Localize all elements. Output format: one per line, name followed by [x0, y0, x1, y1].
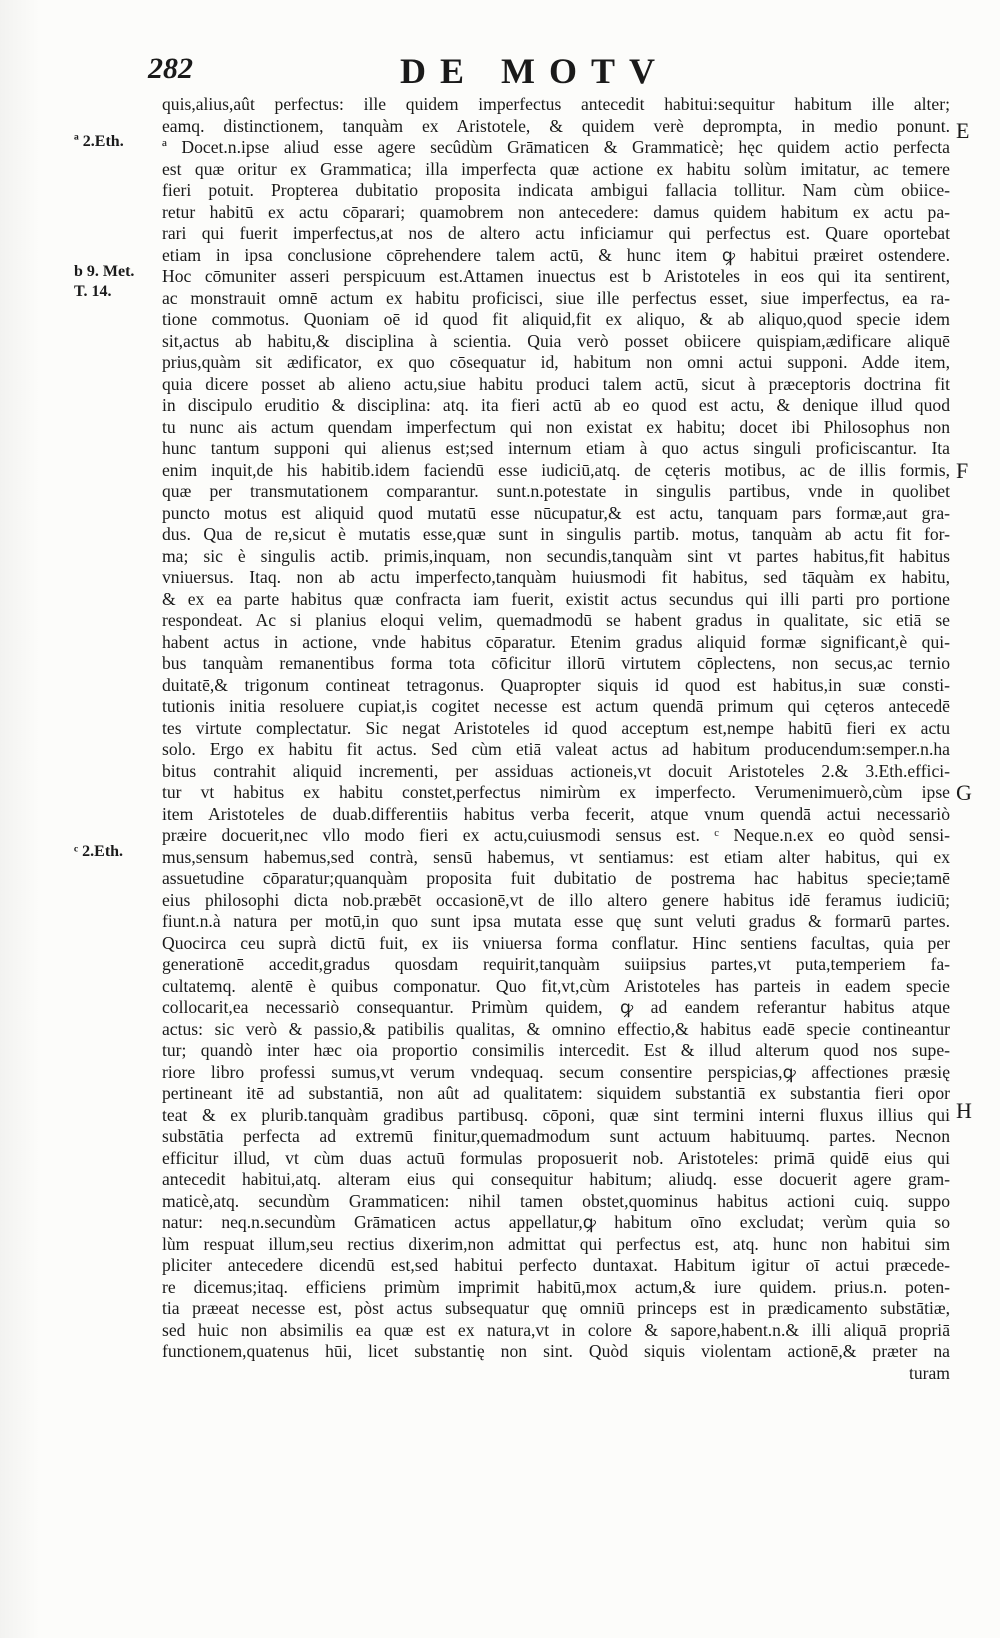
text-line: quæ per transmutationem comparantur. sunt.n.potestate in singulis partibus, vnde in quolibet: [162, 481, 950, 501]
margin-note-reference: ᶜ 2.Eth.: [74, 843, 124, 860]
text-line: vniuersus. Itaq. non ab actu imperfecto,tanquàm huiusmodi fit habitus, sed tāquàm ex habitu,: [162, 567, 950, 587]
text-line: re dicemus;itaq. efficiens primùm imprimit habitū,mox actum,& iure quidem. prius.n. poten-: [162, 1276, 950, 1297]
text-line: riore libro professi sumus,vt verum vndequaq. secum consentire perspicias,ꝙ affectiones præsię: [162, 1061, 950, 1082]
text-line: turam: [908, 1362, 950, 1383]
text-line: puncto motus est aliquid quod mutatū esse nūcupatur,& est actu, tanquam pars formæ,aut gra-: [162, 502, 950, 523]
text-line: præire docuerit,nec vllo modo fieri ex actu,cuiusmodi sensus est. ᶜ Neque.n.ex eo quòd sensi-: [162, 825, 950, 845]
text-line: generationē accedit,gradus quosdam requirit,tanquàm suiipsius partes,vt puta,temperiem fa-: [162, 954, 950, 974]
text-line: rari qui fuerit imperfectus,at nos de altero actu inficiamur qui perfectus est. Quare oportebat: [162, 223, 950, 243]
section-letter: G: [956, 780, 972, 805]
main-text-block: [162, 94, 950, 1384]
text-line: ac monstrauit omnē actum ex habitu proficisci, siue ille perfectus esset, siue imperfectus, ea ra-: [162, 287, 950, 308]
text-line: sit,actus ab habitu,& disciplina à scientia. Quia verò posset obiicere quispiam,ædificare aliquē: [162, 330, 950, 351]
text-line: etiam in ipsa conclusione cōprehendere talem actū, & hunc item ꝙ habitui præiret ostendere.: [162, 244, 950, 265]
text-line: respondeat. Ac si planius eloqui velim, quemadmodū se habent gradus in qualitate, sic etiā se: [162, 610, 950, 630]
text-line: natur: neq.n.secundùm Grāmaticen actus appellatur,ꝙ habitum oīno excludat; verùm quia so: [162, 1212, 950, 1232]
text-line: bitus contrahit aliquid incrementi, per assiduas actioneis,vt docuit Aristoteles 2.& 3.Eth.effici-: [162, 760, 950, 781]
text-line: tes virtute complectatur. Sic negat Aristoteles id quod acceptum est,nempe habitū fieri ex actu: [162, 717, 950, 738]
text-line: & ex ea parte habitus quæ confracta iam fuerit, existit actus secundus qui illi parti pro portione: [162, 588, 950, 609]
page-header: [0, 50, 1000, 90]
text-line: quis,alius,aût perfectus: ille quidem imperfectus antecedit habitui:sequitur habitum ille alter;: [162, 94, 950, 114]
text-line: functionem,quatenus hūi, licet substantię non sint. Quòd siquis violentam actionē,& præter na: [162, 1341, 950, 1361]
text-line: retur habitū ex actu cōparari; quamobrem non antecedere: damus quidem habitum ex actu pa-: [162, 201, 950, 222]
text-line: bus tanquàm remanentibus forma tota cōficitur illorū virtutem cōplectens, non secus,ac ternio: [162, 653, 950, 673]
page-number: 282: [148, 52, 193, 85]
text-line: tu nunc ais actum quendam imperfectum qui non existat ex habitu; docet ibi Philosophus non: [162, 416, 950, 437]
text-line: sed huic non absimilis ea quæ est ex natura,vt in colore & sapore,habent.n.& illi aliquā propriā: [162, 1319, 950, 1340]
section-letter: F: [956, 458, 969, 483]
text-line: quia dicere posset ab alieno actu,siue habitu produci talem actū, sicut à præceptoris doctrina fit: [162, 373, 950, 394]
section-letter: E: [956, 118, 970, 143]
text-line: dus. Qua de re,sicut è mutatis esse,quæ sunt in singulis partib. motus, tanquàm ab actu fit for-: [162, 524, 950, 544]
text-line: tione commotus. Quoniam oē id quod fit aliquid,fit ex aliquo, & ab aliquo,quod specie idem: [162, 309, 950, 329]
text-line: fiunt.n.à natura per motū,in quo sunt ipsa mutata esse quę sunt veluti gradus & formarū partes.: [162, 911, 950, 931]
text-line: habent actus in actione, vnde habitus cōparatur. Etenim gradus aliquid formæ significant,è qui-: [162, 631, 950, 652]
text-line: efficitur illud, vt cùm duas actuū formulas proposuerit nob. Aristoteles: primā quidē eius qui: [162, 1147, 950, 1168]
text-line: ª Docet.n.ipse aliud esse agere secûdùm Grāmaticen & Grammaticè; hęc quidem actio perfecta: [162, 137, 950, 157]
text-line: substātia perfecta ad extremū finitur,quemadmodum sunt actuum habituumq. partes. Necnon: [162, 1126, 950, 1146]
text-line: lùm respuat illum,seu rectius dixerim,non admittat qui perfectus est, atq. hunc non habitui sim: [162, 1233, 950, 1254]
text-line: assuetudine cōparatur;quanquàm proposita fuit dubitatio de postrema hac habitus specie;tamē: [162, 868, 950, 888]
text-line: mus,sensum habemus,sed contrà, sensū habemus, vt sentiamus: est etiam alter habitus, qui ex: [162, 846, 950, 867]
text-line: collocarit,ea necessariò consequantur. Primùm quidem, ꝙ ad eandem referantur habitus atque: [162, 997, 950, 1017]
text-line: enim inquit,de his habitib.idem faciendū esse iudiciū,atq. de cęteris motibus, ac de illis formis,: [162, 459, 950, 480]
margin-note-reference: T. 14.: [74, 283, 112, 300]
text-line: Hoc cōmuniter asseri perspicuum est.Attamen inuectus est b Aristoteles in eos qui ita sentirent,: [162, 266, 950, 286]
text-line: tur; quandò inter hæc oia proportio consimilis intercedit. Est & illud alterum quod nos supe-: [162, 1040, 950, 1060]
text-line: est quæ oritur ex Grammatica; illa imperfecta quæ actione ex habitu solùm imitatur, ac temere: [162, 158, 950, 179]
text-line: eius philosophi dicta nob.præbēt occasionē,vt de illo altero genere habitus idē feramus iudiciū;: [162, 889, 950, 910]
text-line: ma; sic è singulis actib. primis,inquam, non secundis,tanquàm sint vt partes habitus,fit habitus: [162, 545, 950, 566]
text-line: pertineant itē ad substantiā, non aût ad qualitatem: siquidem substantiā ex substantia fieri opor: [162, 1083, 950, 1103]
text-line: tur vt habitus ex habitu constet,perfectus nimirùm ex imperfecto. Verumenimuerò,cùm ipse: [162, 782, 950, 802]
text-line: tia præeat necesse est, pòst actus subsequatur quę omniū princeps est in prædicamento substātiæ,: [162, 1298, 950, 1318]
text-line: tutionis initia resoluere cupiat,is cogitet necesse est actum quendā primum qui cęteros antecedē: [162, 696, 950, 716]
text-line: cultatemq. alentē è quibus componatur. Quo fit,vt,cùm Aristoteles has parteis in eadem specie: [162, 975, 950, 996]
text-line: in discipulo eruditio & disciplina: atq. ita fieri actū ab eo quod est actu, & denique illud quod: [162, 395, 950, 415]
text-line: pliciter antecedere dicendū est,sed habitui perfecto duntaxat. Habitum igitur oī actui præcede-: [162, 1255, 950, 1275]
margin-note-reference: ª 2.Eth.: [74, 133, 124, 150]
text-line: fieri potuit. Propterea dubitatio proposita indicata ambigui fallacia tollitur. Nam cùm obiice-: [162, 180, 950, 200]
text-line: Quocirca ceu suprà dictū fuit, ex iis vniuersa forma conflatur. Hinc sentiens facultas, quia per: [162, 932, 950, 953]
text-line: duitatē,& trigonum contineat tetragonus. Quapropter siquis id quod est habitus,in suæ consti-: [162, 674, 950, 695]
page-spine-shadow: [0, 0, 40, 1638]
text-line: actus: sic verò & passio,& patibilis qualitas, & omnino effectio,& habitus eadē specie contineantur: [162, 1018, 950, 1039]
running-title: DE MOTV: [400, 51, 669, 91]
text-line: antecedit habitui,atq. alteram eius qui consequitur habitum; aliudq. esse docuerit agere gram-: [162, 1169, 950, 1189]
section-letter: H: [956, 1098, 972, 1123]
text-line: hunc tantum supponi qui alienus est;sed internum etiam à quo actus singuli proficiscantur. Ita: [162, 438, 950, 458]
margin-note-reference: b 9. Met.: [74, 263, 135, 280]
text-line: eamq. distinctionem, tanquàm ex Aristotele, & quidem verè deprompta, in medio ponunt.: [162, 115, 950, 136]
text-line: maticè,atq. secundùm Grammaticen: nihil tamen obstet,quominus habitus actioni cuiq. suppo: [162, 1190, 950, 1211]
text-line: prius,quàm sit ædificator, ex quo cōsequatur id, habitum non omni actui supponi. Adde item,: [162, 352, 950, 372]
text-line: item Aristoteles de duab.differentiis habitus verba fecerit, atque vnum quendā actui necessariò: [162, 803, 950, 824]
text-line: solo. Ergo ex habitu fit actus. Sed cùm etiā valeat actus ad habitum producendum:semper.n.ha: [162, 739, 950, 759]
text-line: teat & ex plurib.tanquàm gradibus partibusq. cōponi, quæ sint termini interni fluxus illius qui: [162, 1104, 950, 1125]
